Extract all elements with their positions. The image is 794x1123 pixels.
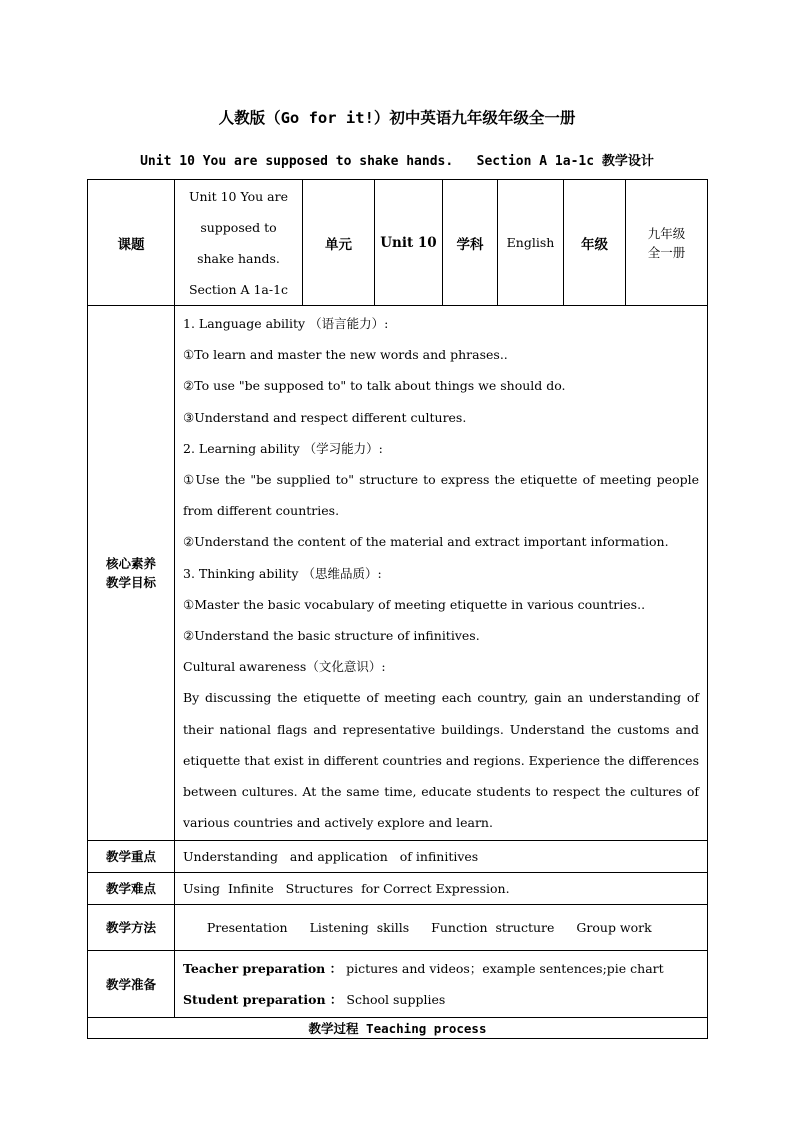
goal-line: ①To learn and master the new words and phrases..: [183, 347, 508, 363]
lesson-plan-table: [87, 179, 708, 1039]
goals-label: [88, 306, 175, 841]
unit-label: 单元: [303, 180, 375, 306]
grade-line: 全一册: [647, 244, 686, 260]
topic-line: supposed to: [200, 219, 277, 235]
header-row: [88, 180, 708, 306]
goal-line: ③Understand and respect different cultures.: [183, 409, 467, 425]
goal-line: ②Understand the basic structure of infinitives.: [183, 628, 480, 644]
goal-line: ②Understand the content of the material and extract important information.: [183, 534, 669, 550]
student-preparation: [183, 984, 699, 1015]
topic-value: [175, 180, 303, 306]
teacher-preparation: [183, 953, 699, 984]
key-points-label: 教学重点: [88, 841, 175, 873]
preparation-label: 教学准备: [88, 951, 175, 1018]
topic-line: Section A 1a-1c: [188, 281, 289, 297]
method-item: Presentation: [206, 920, 288, 936]
difficulties-row: [88, 873, 708, 905]
preparation-content: [175, 951, 708, 1018]
goals-row: [88, 306, 708, 841]
key-points-text: Understanding and application of infinitives: [175, 841, 708, 873]
goals-content: [175, 306, 708, 841]
grade-label: 年级: [564, 180, 626, 306]
goal-line: ①Master the basic vocabulary of meeting etiquette in various countries..: [183, 596, 646, 612]
document-subtitle: Unit 10 You are supposed to shake hands. Section A 1a-1c 教学设计: [140, 154, 654, 169]
topic-label: 课题: [88, 180, 175, 306]
methods-row: [88, 905, 708, 951]
preparation-row: [88, 951, 708, 1018]
teacher-preparation-text: pictures and videos；example sentences;pie chart: [342, 961, 664, 977]
document-title: 人教版（Go for it!）初中英语九年级年级全一册: [218, 109, 576, 127]
key-points-row: [88, 841, 708, 873]
difficulties-label: 教学难点: [88, 873, 175, 905]
teacher-preparation-label: Teacher preparation ：: [183, 961, 343, 977]
goals-label-line: 核心素养: [105, 556, 156, 572]
goal-line: 2. Learning ability （学习能力）:: [183, 440, 383, 456]
method-item: Listening skills: [309, 920, 410, 936]
grade-line: 九年级: [647, 225, 686, 241]
goal-line: 3. Thinking ability （思维品质）:: [183, 565, 382, 581]
goals-label-line: 教学目标: [105, 575, 156, 591]
subject-label: 学科: [443, 180, 498, 306]
methods-text: [175, 905, 708, 951]
student-preparation-label: Student preparation ：: [183, 992, 343, 1008]
subject-value: English: [498, 180, 564, 306]
topic-line: Unit 10 You are: [189, 188, 288, 204]
difficulties-text: Using Infinite Structures for Correct Expression.: [175, 873, 708, 905]
goal-line: 1. Language ability （语言能力）:: [183, 316, 389, 331]
process-row: [88, 1018, 708, 1039]
goal-line: By discussing the etiquette of meeting each country, gain an understanding of their national flags and representative buildings. Understand the customs and etiquette that exist in different countries and regions. Experience the differences between cultures. At the same time, educate students to respect the cultures of various countries and actively explore and learn.: [183, 690, 699, 831]
method-item: Function structure: [431, 920, 555, 936]
goal-line: ②To use "be supposed to" to talk about things we should do.: [183, 378, 566, 394]
grade-value: [626, 180, 708, 306]
unit-value: Unit 10: [375, 180, 443, 306]
student-preparation-text: School supplies: [342, 992, 446, 1008]
topic-line: shake hands.: [197, 250, 280, 266]
goal-line: ①Use the "be supplied to" structure to express the etiquette of meeting people from different countries.: [183, 472, 699, 519]
process-heading: 教学过程 Teaching process: [88, 1018, 708, 1039]
methods-label: 教学方法: [88, 905, 175, 951]
method-item: Group work: [576, 920, 652, 936]
goal-line: Cultural awareness（文化意识）:: [183, 659, 386, 675]
